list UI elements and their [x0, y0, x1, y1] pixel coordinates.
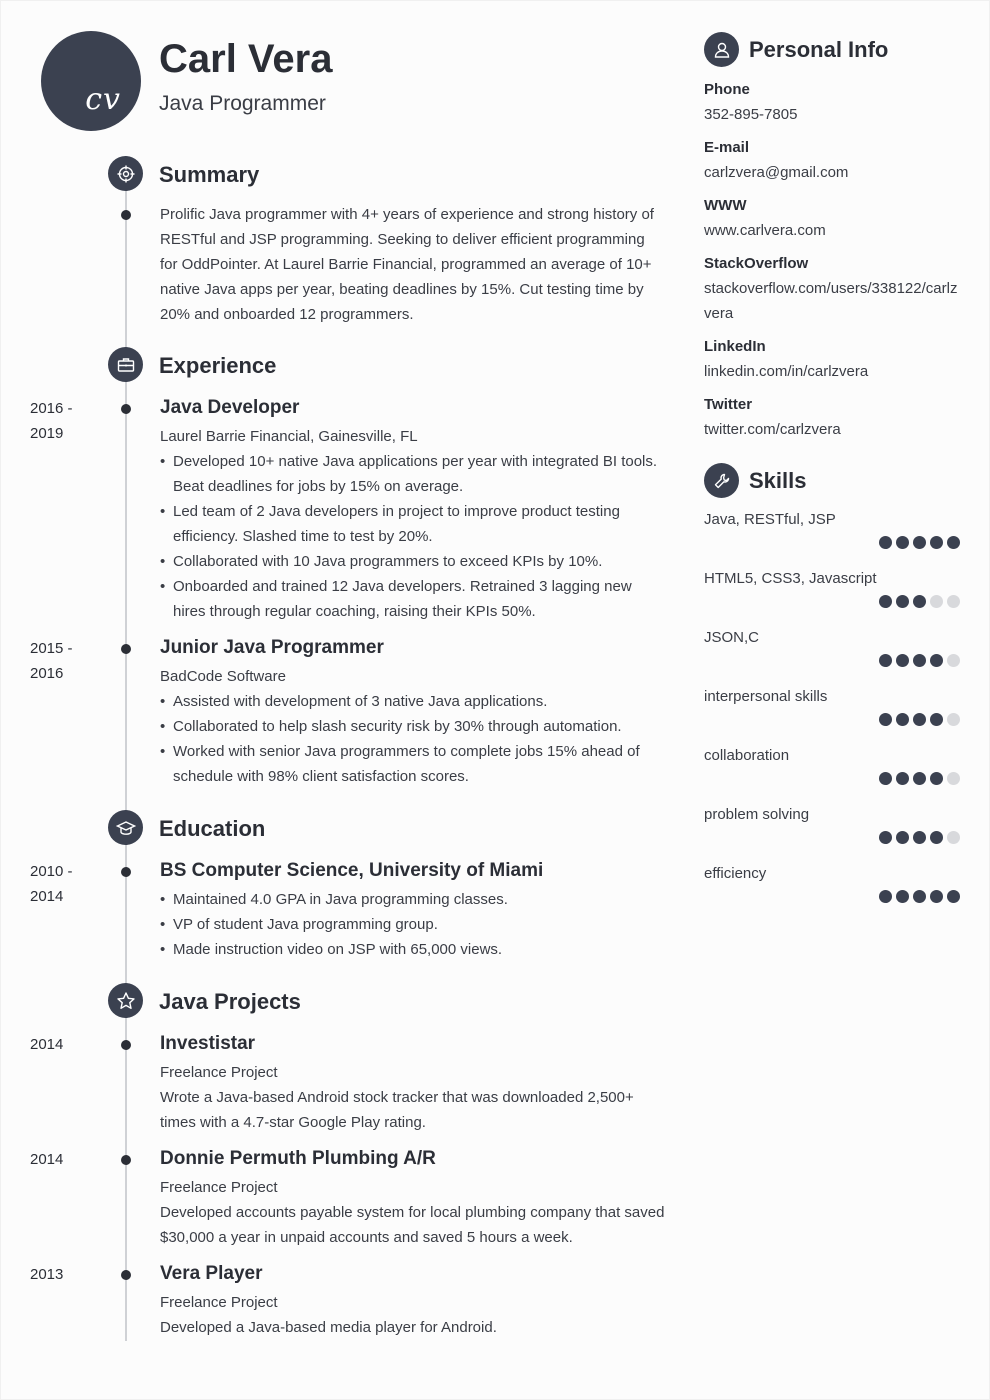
- skill-dot-filled: [930, 654, 943, 667]
- timeline-dot: [121, 1155, 131, 1165]
- skill-item: [704, 510, 962, 560]
- skill-name: efficiency: [704, 865, 767, 882]
- skill-dot-filled: [930, 772, 943, 785]
- info-value[interactable]: www.carlvera.com: [704, 222, 826, 239]
- timeline-dot: [121, 210, 131, 220]
- info-label: Twitter: [704, 396, 753, 413]
- summary-heading: Summary: [159, 162, 260, 187]
- skill-name: problem solving: [704, 806, 810, 823]
- entry-subtitle: Freelance Project: [160, 1179, 278, 1196]
- entry-title: Java Developer: [160, 397, 300, 418]
- entry-date: 2015 - 2016: [30, 640, 73, 682]
- skill-level-rating: [879, 536, 960, 549]
- bullet-item: • Assisted with development of 3 native Java applications.: [160, 689, 665, 714]
- bullet-item: • Led team of 2 Java developers in project to improve product testing efficiency. Slashed time to test by 20%.: [160, 499, 665, 549]
- timeline-dot: [121, 644, 131, 654]
- briefcase-icon: [108, 347, 143, 382]
- info-stackoverflow: [704, 251, 964, 326]
- entry-subtitle: Freelance Project: [160, 1294, 278, 1311]
- entry-bullets: [160, 887, 665, 962]
- entry-title: Junior Java Programmer: [160, 637, 384, 658]
- experience-entry: [160, 395, 665, 624]
- skill-dot-filled: [913, 713, 926, 726]
- experience-entry: [160, 635, 665, 789]
- skill-dot-filled: [879, 890, 892, 903]
- skill-item: [704, 864, 962, 914]
- entry-title: Investistar: [160, 1033, 256, 1054]
- skill-level-rating: [879, 772, 960, 785]
- info-label: LinkedIn: [704, 338, 766, 355]
- info-label: StackOverflow: [704, 255, 809, 272]
- skill-dot-filled: [930, 890, 943, 903]
- project-entry: [160, 1261, 665, 1340]
- candidate-name: Carl Vera: [159, 37, 333, 81]
- entry-bullets: [160, 689, 665, 789]
- entry-date: 2016 - 2019: [30, 400, 73, 442]
- entry-title: Donnie Permuth Plumbing A/R: [160, 1148, 436, 1169]
- avatar: [41, 31, 141, 131]
- entry-bullets: [160, 449, 665, 624]
- skill-dot-filled: [896, 772, 909, 785]
- education-heading: Education: [159, 816, 266, 841]
- timeline-dot: [121, 404, 131, 414]
- entry-company: BadCode Software: [160, 668, 286, 685]
- bullet-item: • Collaborated with 10 Java programmers to exceed KPIs by 10%.: [160, 549, 665, 574]
- info-phone: [704, 77, 964, 127]
- skill-dot-empty: [947, 831, 960, 844]
- experience-heading: Experience: [159, 353, 277, 378]
- skill-dot-filled: [947, 536, 960, 549]
- entry-description: Wrote a Java-based Android stock tracker that was downloaded 2,500+ times with a 4.7-star Google Play rating.: [160, 1089, 634, 1131]
- info-label: WWW: [704, 197, 747, 214]
- skill-name: Java, RESTful, JSP: [704, 511, 836, 528]
- skill-dot-filled: [879, 831, 892, 844]
- info-value[interactable]: 352-895-7805: [704, 106, 798, 123]
- skill-item: [704, 687, 962, 737]
- skills-heading: Skills: [749, 468, 807, 493]
- info-value[interactable]: stackoverflow.com/users/338122/carlzvera: [704, 280, 958, 322]
- skill-dot-filled: [896, 654, 909, 667]
- skill-dot-filled: [879, 536, 892, 549]
- skill-level-rating: [879, 654, 960, 667]
- skill-dot-filled: [913, 772, 926, 785]
- summary-text: Prolific Java programmer with 4+ years of experience and strong history of RESTful and JSP programming. Seeking to deliver efficient programming for OddPointer. At Laurel Barrie Financial, programmed an average of 10+ native Java apps per year, beating deadlines by 15%. Cut testing time by 20% and onboarded 12 programmers.: [160, 206, 654, 323]
- skill-dot-filled: [913, 890, 926, 903]
- info-value[interactable]: twitter.com/carlzvera: [704, 421, 841, 438]
- entry-description: Developed a Java-based media player for Android.: [160, 1319, 497, 1336]
- skill-dot-filled: [896, 890, 909, 903]
- info-www: [704, 193, 964, 243]
- skill-dot-filled: [913, 831, 926, 844]
- project-entry: [160, 1031, 665, 1135]
- timeline-dot: [121, 867, 131, 877]
- info-value[interactable]: linkedin.com/in/carlzvera: [704, 363, 869, 380]
- skill-level-rating: [879, 831, 960, 844]
- entry-date: 2013: [30, 1266, 64, 1283]
- skill-dot-filled: [896, 831, 909, 844]
- skill-item: [704, 628, 962, 678]
- skill-dot-filled: [947, 890, 960, 903]
- entry-description: Developed accounts payable system for local plumbing company that saved $30,000 a year in unpaid accounts and saved 5 hours a week.: [160, 1204, 665, 1246]
- info-email: [704, 135, 964, 185]
- bullet-item: • Worked with senior Java programmers to complete jobs 15% ahead of schedule with 98% client satisfaction scores.: [160, 739, 665, 789]
- user-icon: [704, 32, 739, 67]
- skill-item: [704, 746, 962, 796]
- skill-dot-filled: [930, 536, 943, 549]
- skill-dot-filled: [879, 713, 892, 726]
- entry-company: Laurel Barrie Financial, Gainesville, FL: [160, 428, 418, 445]
- skill-dot-filled: [913, 595, 926, 608]
- skill-dot-filled: [879, 595, 892, 608]
- project-entry: [160, 1146, 665, 1250]
- skill-name: JSON,C: [704, 629, 760, 646]
- timeline-dot: [121, 1040, 131, 1050]
- info-label: E-mail: [704, 139, 750, 156]
- skill-dot-empty: [947, 595, 960, 608]
- candidate-title: Java Programmer: [159, 92, 326, 115]
- skill-dot-filled: [913, 536, 926, 549]
- target-icon: [108, 156, 143, 191]
- personal-info-heading: Personal Info: [749, 37, 889, 62]
- entry-title: Vera Player: [160, 1263, 263, 1284]
- skill-dot-filled: [896, 595, 909, 608]
- skill-level-rating: [879, 713, 960, 726]
- skill-name: interpersonal skills: [704, 688, 828, 705]
- skill-level-rating: [879, 595, 960, 608]
- avatar-monogram: cv: [85, 82, 121, 117]
- timeline-dot: [121, 1270, 131, 1280]
- skill-name: HTML5, CSS3, Javascript: [704, 570, 877, 587]
- skill-dot-filled: [896, 713, 909, 726]
- graduation-cap-icon: [108, 810, 143, 845]
- info-twitter: [704, 392, 964, 442]
- skill-dot-filled: [930, 831, 943, 844]
- skill-dot-filled: [879, 772, 892, 785]
- info-label: Phone: [704, 81, 750, 98]
- bullet-item: • Developed 10+ native Java applications per year with integrated BI tools. Beat deadlines for jobs by 15% on average.: [160, 449, 665, 499]
- bullet-item: • VP of student Java programming group.: [160, 912, 665, 937]
- entry-subtitle: Freelance Project: [160, 1064, 278, 1081]
- skill-dot-empty: [947, 772, 960, 785]
- skill-item: [704, 569, 962, 619]
- entry-date: 2014: [30, 1151, 64, 1168]
- skill-dot-empty: [947, 713, 960, 726]
- bullet-item: • Maintained 4.0 GPA in Java programming classes.: [160, 887, 665, 912]
- info-value[interactable]: carlzvera@gmail.com: [704, 164, 849, 181]
- bullet-item: • Collaborated to help slash security risk by 30% through automation.: [160, 714, 665, 739]
- info-linkedin: [704, 334, 964, 384]
- skill-item: [704, 805, 962, 855]
- entry-title: BS Computer Science, University of Miami: [160, 860, 544, 881]
- projects-heading: Java Projects: [159, 989, 301, 1014]
- entry-date: 2014: [30, 1036, 64, 1053]
- star-icon: [108, 983, 143, 1018]
- education-entry: [160, 858, 665, 962]
- skill-dot-empty: [947, 654, 960, 667]
- skill-name: collaboration: [704, 747, 790, 764]
- skill-dot-filled: [913, 654, 926, 667]
- bullet-item: • Made instruction video on JSP with 65,000 views.: [160, 937, 665, 962]
- skill-dot-filled: [896, 536, 909, 549]
- skill-dot-empty: [930, 595, 943, 608]
- skill-dot-filled: [879, 654, 892, 667]
- skill-dot-filled: [930, 713, 943, 726]
- skill-level-rating: [879, 890, 960, 903]
- bullet-item: • Onboarded and trained 12 Java developers. Retrained 3 lagging new hires through regular coaching, raising their KPIs 50%.: [160, 574, 665, 624]
- tools-icon: [704, 463, 739, 498]
- entry-date: 2010 - 2014: [30, 863, 73, 905]
